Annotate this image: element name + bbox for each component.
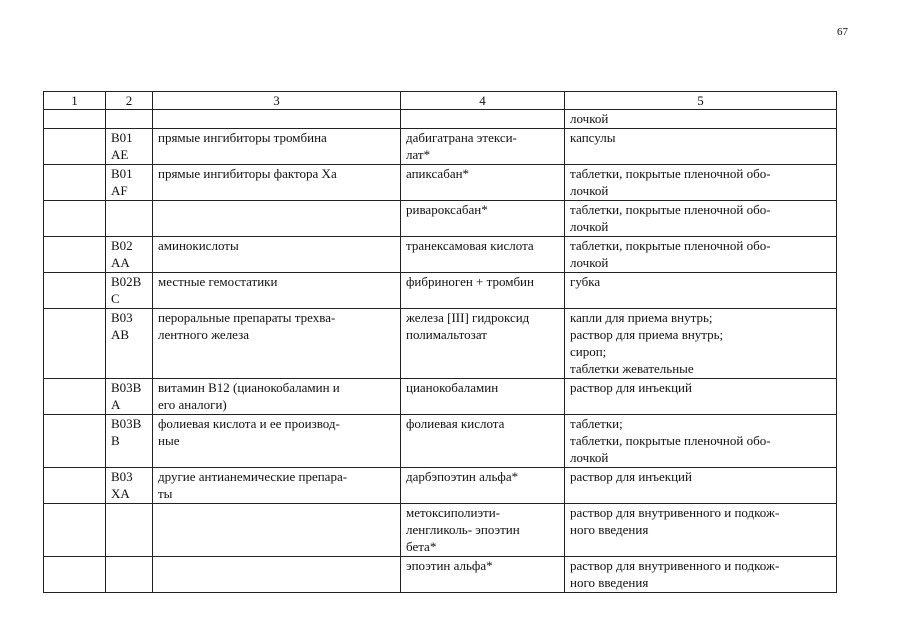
table-row [44, 557, 837, 593]
table-row [44, 309, 837, 379]
code-group-cell [44, 415, 106, 468]
atc-code-cell: B01 AE [106, 129, 153, 165]
group-name-cell: витамин B12 (цианокобаламин и его аналоги) [153, 379, 401, 415]
atc-code-cell: B01 AF [106, 165, 153, 201]
atc-code-cell: B03B B [106, 415, 153, 468]
dosage-form-cell: губка [565, 273, 837, 309]
group-name-cell: пероральные препараты трехва- лентного железа [153, 309, 401, 379]
group-name-cell: прямые ингибиторы фактора Xa [153, 165, 401, 201]
dosage-form-cell: таблетки, покрытые пленочной обо- лочкой [565, 201, 837, 237]
table-row [44, 237, 837, 273]
dosage-form-cell: раствор для инъекций [565, 379, 837, 415]
header-col-2: 2 [106, 92, 153, 110]
dosage-form-cell: раствор для внутривенного и подкож- ного введения [565, 504, 837, 557]
code-group-cell [44, 504, 106, 557]
drug-name-cell: цианокобаламин [401, 379, 565, 415]
header-col-5: 5 [565, 92, 837, 110]
table-row [44, 129, 837, 165]
drug-name-cell: железа [III] гидроксид полимальтозат [401, 309, 565, 379]
code-group-cell [44, 273, 106, 309]
table-row [44, 379, 837, 415]
drug-name-cell: дарбэпоэтин альфа* [401, 468, 565, 504]
code-group-cell [44, 557, 106, 593]
table-row [44, 273, 837, 309]
atc-code-cell [106, 557, 153, 593]
drug-name-cell: апиксабан* [401, 165, 565, 201]
table-row [44, 468, 837, 504]
group-name-cell [153, 504, 401, 557]
atc-code-cell: B02 AA [106, 237, 153, 273]
code-group-cell [44, 309, 106, 379]
group-name-cell: местные гемостатики [153, 273, 401, 309]
dosage-form-cell: раствор для внутривенного и подкож- ного введения [565, 557, 837, 593]
atc-code-cell [106, 110, 153, 129]
code-group-cell [44, 237, 106, 273]
atc-code-cell [106, 504, 153, 557]
atc-code-cell [106, 201, 153, 237]
drug-name-cell: ривароксабан* [401, 201, 565, 237]
group-name-cell [153, 110, 401, 129]
group-name-cell: другие антианемические препара- ты [153, 468, 401, 504]
atc-code-cell: B03 XA [106, 468, 153, 504]
table-row [44, 201, 837, 237]
code-group-cell [44, 129, 106, 165]
code-group-cell [44, 379, 106, 415]
dosage-form-cell: лочкой [565, 110, 837, 129]
code-group-cell [44, 201, 106, 237]
header-col-3: 3 [153, 92, 401, 110]
atc-code-cell: B03 AB [106, 309, 153, 379]
dosage-form-cell: капсулы [565, 129, 837, 165]
table-header [44, 92, 837, 110]
header-col-1: 1 [44, 92, 106, 110]
group-name-cell: прямые ингибиторы тромбина [153, 129, 401, 165]
drug-name-cell [401, 110, 565, 129]
dosage-form-cell: раствор для инъекций [565, 468, 837, 504]
atc-code-cell: B03B A [106, 379, 153, 415]
code-group-cell [44, 110, 106, 129]
dosage-form-cell: таблетки, покрытые пленочной обо- лочкой [565, 165, 837, 201]
header-col-4: 4 [401, 92, 565, 110]
dosage-form-cell: таблетки, покрытые пленочной обо- лочкой [565, 237, 837, 273]
drug-name-cell: фолиевая кислота [401, 415, 565, 468]
code-group-cell [44, 165, 106, 201]
code-group-cell [44, 468, 106, 504]
table-row [44, 165, 837, 201]
table-row [44, 415, 837, 468]
drug-name-cell: эпоэтин альфа* [401, 557, 565, 593]
group-name-cell: фолиевая кислота и ее производ- ные [153, 415, 401, 468]
drug-name-cell: фибриноген + тромбин [401, 273, 565, 309]
group-name-cell [153, 201, 401, 237]
drug-name-cell: дабигатрана этекси- лат* [401, 129, 565, 165]
page-number: 67 [837, 26, 848, 38]
dosage-form-cell: капли для приема внутрь; раствор для приема внутрь; сироп; таблетки жевательные [565, 309, 837, 379]
drug-name-cell: транексамовая кислота [401, 237, 565, 273]
atc-code-cell: B02B C [106, 273, 153, 309]
drug-table [43, 91, 837, 593]
dosage-form-cell: таблетки; таблетки, покрытые пленочной обо- лочкой [565, 415, 837, 468]
table-body [44, 110, 837, 593]
table-row [44, 504, 837, 557]
group-name-cell: аминокислоты [153, 237, 401, 273]
group-name-cell [153, 557, 401, 593]
table-row [44, 110, 837, 129]
drug-name-cell: метоксиполиэти- ленгликоль- эпоэтин бета* [401, 504, 565, 557]
header-row [44, 92, 837, 110]
